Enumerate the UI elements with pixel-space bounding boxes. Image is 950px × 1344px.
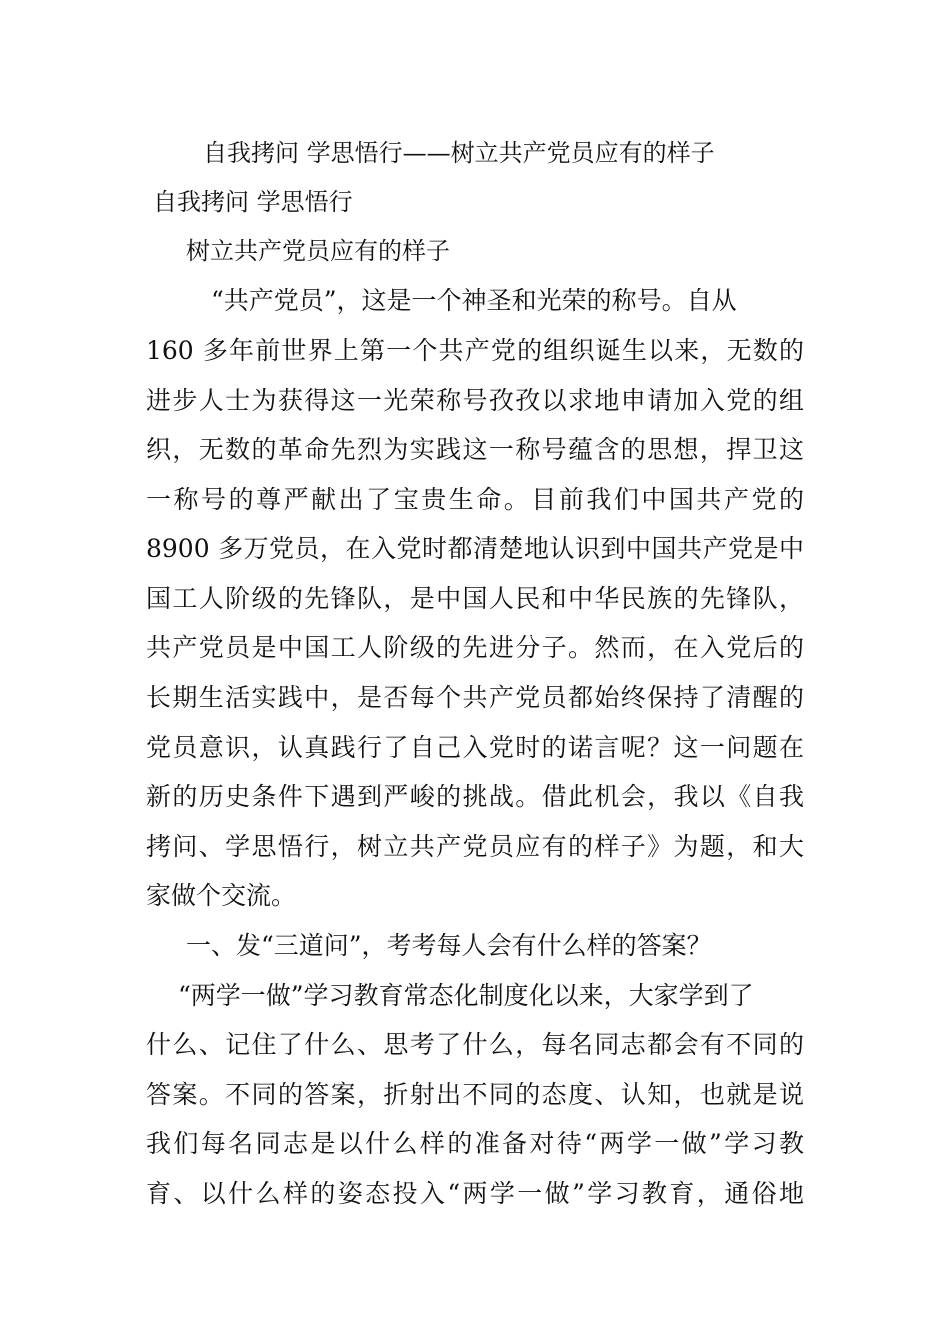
document-title: 自我拷问 学思悟行——树立共产党员应有的样子 [203,139,715,167]
paragraph-1-line: 织，无数的革命先烈为实践这一称号蕴含的思想，捍卫这 [146,435,804,464]
paragraph-1-line: 党员意识，认真践行了自己入党时的诺言呢？这一问题在 [146,733,804,762]
paragraph-1-line: 长期生活实践中，是否每个共产党员都始终保持了清醒的 [146,683,804,712]
paragraph-1-line: 进步人士为获得这一光荣称号孜孜以求地申请加入党的组 [146,386,804,415]
section-heading: 一、发“三道问”，考考每人会有什么样的答案？ [186,931,712,960]
paragraph-1-line: 家做个交流。 [146,881,297,910]
paragraph-1-line: 一称号的尊严献出了宝贵生命。目前我们中国共产党的 [146,485,804,514]
paragraph-2-line: 育、以什么样的姿态投入“两学一做”学习教育，通俗地 [146,1179,804,1208]
paragraph-1-line: 160 多年前世界上第一个共产党的组织诞生以来，无数的 [146,336,804,365]
paragraph-1-line: 新的历史条件下遇到严峻的挑战。借此机会，我以《自我 [146,782,804,811]
paragraph-1-line: 拷问、学思悟行，树立共产党员应有的样子》为题，和大 [146,832,804,861]
paragraph-1-line: 8900 多万党员，在入党时都清楚地认识到中国共产党是中 [146,534,804,563]
subtitle-line-1: 自我拷问 学思悟行 [153,188,353,216]
paragraph-2-line: 我们每名同志是以什么样的准备对待“两学一做”学习教 [146,1129,804,1158]
paragraph-1-line: “共产党员”，这是一个神圣和光荣的称号。自从 [211,286,737,315]
paragraph-2-line: “两学一做”学习教育常态化制度化以来，大家学到了 [178,981,754,1010]
paragraph-2-line: 答案。不同的答案，折射出不同的态度、认知，也就是说 [146,1080,804,1109]
paragraph-1-line: 国工人阶级的先锋队，是中国人民和中华民族的先锋队， [146,584,804,613]
subtitle-line-2: 树立共产党员应有的样子 [186,237,450,265]
paragraph-1-line: 共产党员是中国工人阶级的先进分子。然而，在入党后的 [146,633,804,662]
paragraph-2-line: 什么、记住了什么、思考了什么，每名同志都会有不同的 [146,1030,804,1059]
